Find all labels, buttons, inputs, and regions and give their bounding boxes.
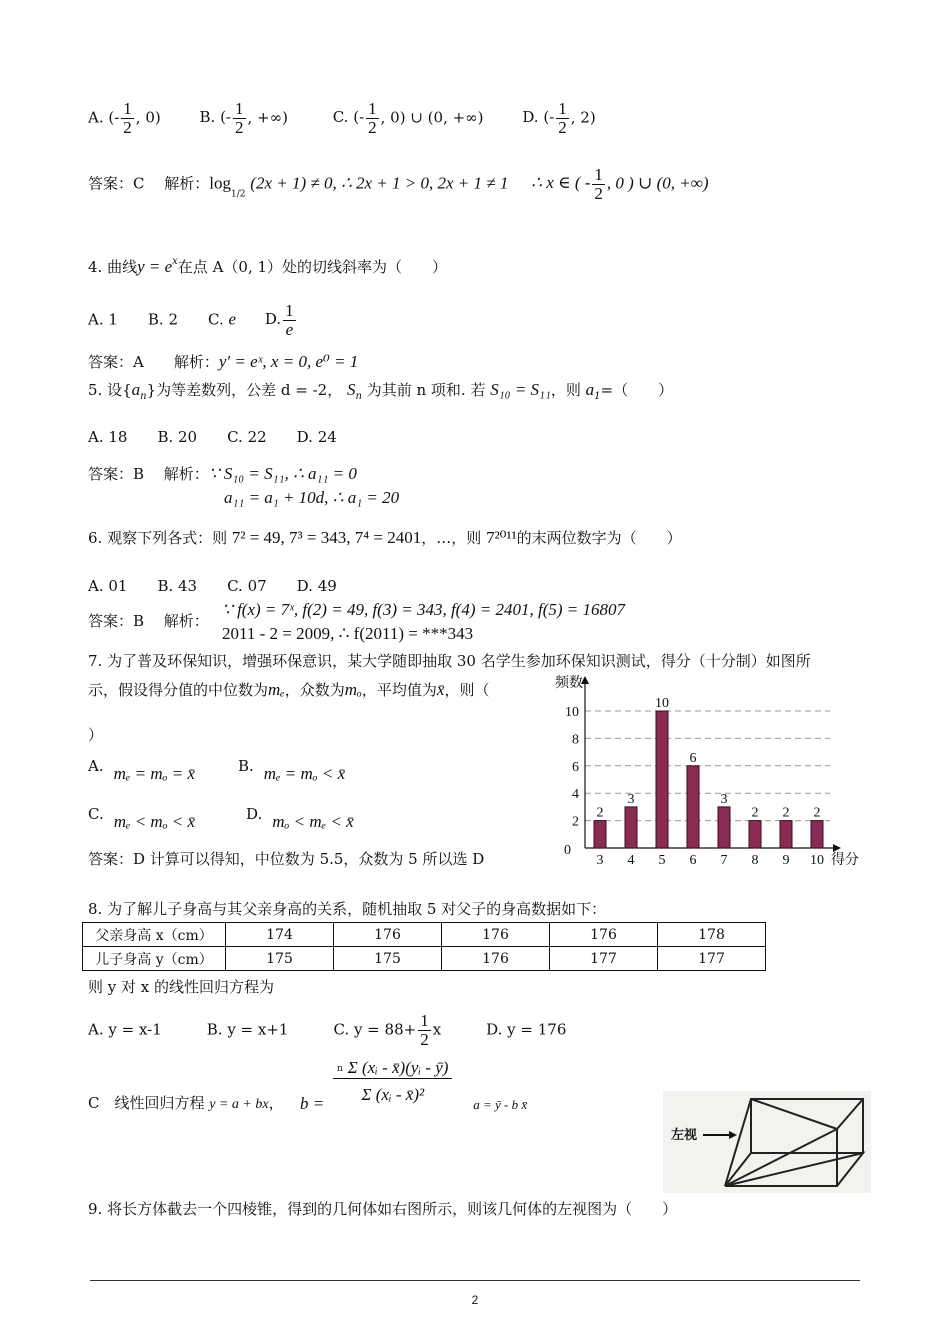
footer-rule [90,1280,860,1281]
q4-answer: 答案：A 解析：y′ = eˣ, x = 0, e⁰ = 1 [88,352,359,371]
regression-b-formula: b = $\frac{\text{n Σ (xᵢ - x̄)(yᵢ - ȳ)}}{\text{Σ (xᵢ - x̄)²}}$ a = ȳ - b x̄ [300,1058,528,1113]
left-view-label: 左视 [671,1128,698,1143]
bar [811,821,823,848]
x-tick-label: 8 [751,853,759,868]
y-tick-label: 10 [565,705,579,720]
q4-options: A. 1 B. 2 C. e D. $\frac{1}{e}$ [88,301,294,339]
x-tick-label: 5 [658,853,666,868]
table-cell: 177 [658,947,766,971]
q7-option-c: C. mₑ < mₒ < x̄ [88,805,196,831]
table-cell: 176 [334,923,442,947]
q8-options: A. y = x-1 B. y = x+1 C. y = 88+ $\frac{1}{2}$ x D. y = 176 [88,1011,567,1049]
q3-option-d: D. (- [522,108,555,127]
q6-options: A. 01 B. 43 C. 07 D. 49 [88,577,337,595]
q3-option-c: C. (- [332,108,365,127]
x-axis-arrow-icon [833,844,841,852]
q8-answer: C 线性回归方程 y = a + bx， [88,1094,284,1112]
table-cell: 176 [442,923,550,947]
table-cell: 178 [658,923,766,947]
q7-stem-line1: 7. 为了普及环保知识，增强环保意识，某大学随即抽取 30 名学生参加环保知识测试，得分（十分制）如图所 [88,652,811,670]
q8-question: 则 y 对 x 的线性回归方程为 [88,978,275,996]
q5-solution-line2: a₁₁ = a₁ + 10d, ∴ a₁ = 20 [224,488,400,507]
q7-stem-line3: ） [88,726,104,744]
x-tick-label: 3 [596,853,604,868]
q9-stem: 9. 将长方体截去一个四棱锥，得到的几何体如右图所示，则该几何体的左视图为（ ） [88,1200,678,1218]
y-tick-label: 4 [572,787,579,803]
q7-option-a: A. mₑ = mₒ = x̄ [88,757,195,783]
x-tick-label: 10 [810,853,824,868]
table-row [83,947,766,971]
x-axis-title: 得分 [831,852,859,868]
bar [656,711,668,848]
q3-options: A. (- $\frac{1}{2}$ , 0) B. (- $\frac{1}{2}$ , +∞) C. (- $\frac{1}{2}$ , 0) ∪ (0, +∞) D. (- $\frac{1}{2}$ , 2) [88,99,596,137]
q4-stem: 4. 曲线$y = e^x$在点 A（0, 1）处的切线斜率为（ ） [88,256,448,276]
row-header-cell: 儿子身高 y（cm） [83,947,226,971]
q7-option-b: B. mₑ = mₒ < x̄ [238,757,346,783]
q6-stem: 6. 观察下列各式：则 7² = 49, 7³ = 343, 7⁴ = 2401，…，则 7²⁰¹¹的末两位数字为（ ） [88,528,682,547]
data-label: 3 [627,791,635,807]
x-tick-label: 9 [782,853,790,868]
data-label: 2 [751,805,759,821]
y-tick-label: 6 [572,759,579,775]
q5-stem: 5. 设$\{a_n\}$为等差数列，公差 d = -2， $S_n$ 为其前 n 项和. 若 S₁₀ = S₁₁，则 $a_1=$（ ） [88,380,674,402]
bar [718,807,730,848]
frequency-bar-chart [555,670,867,870]
bar [625,807,637,848]
cuboid-figure [663,1091,871,1193]
q7-option-d: D. mₒ < mₑ < x̄ [246,805,354,831]
x-tick-label: 7 [720,853,728,868]
bar [749,821,761,848]
table-cell: 174 [226,923,334,947]
table-row [83,923,766,947]
q3-answer: 答案：C 解析：$\log_{1/2} (2x + 1) \ne 0$, ∴ 2x + 1 > 0, 2x + 1 ≠ 1 ∴ x ∈ ( - $\frac{1}{2}$ , 0 ) ∪ (0, +∞) [88,165,709,203]
q3-option-b: B. (- [199,108,231,127]
page-number: 2 [471,1293,479,1307]
x-tick-label: 6 [689,853,697,868]
q6-solution-line1: ∵ f(x) = 7ˣ, f(2) = 49, f(3) = 343, f(4) = 2401, f(5) = 16807 [222,600,625,619]
table-cell: 177 [550,947,658,971]
data-label: 2 [782,805,790,821]
q6-solution-line2: 2011 - 2 = 2009, ∴ f(2011) = ***343 [222,624,474,643]
q8-stem: 8. 为了解儿子身高与其父亲身高的关系，随机抽取 5 对父子的身高数据如下： [88,900,607,918]
bar [594,821,606,848]
table-cell: 176 [550,923,658,947]
height-data-table [82,922,766,971]
q3-option-a: A. (- [88,108,120,127]
table-cell: 175 [226,947,334,971]
table-cell: 175 [334,947,442,971]
data-label: 6 [689,750,697,766]
bar [687,766,699,848]
x-tick-label: 4 [627,853,635,868]
bar [780,821,792,848]
q6-answer: 答案：B 解析： [88,612,209,630]
fraction: $\frac{1}{2}$ [123,99,132,137]
y-tick-label: 8 [572,732,579,748]
y-tick-label: 2 [572,814,579,830]
q7-answer: 答案：D 计算可以得知，中位数为 5.5，众数为 5 所以选 D [88,850,485,868]
q7-stem-line2: 示，假设得分值的中位数为mₑ，众数为mₒ，平均值为x̄，则（ [88,680,490,699]
y-axis-title: 频数 [555,675,583,691]
data-label: 3 [720,791,728,807]
row-header-cell: 父亲身高 x（cm） [83,923,226,947]
q5-options: A. 18 B. 20 C. 22 D. 24 [88,428,337,446]
table-cell: 176 [442,947,550,971]
q5-answer: 答案：B 解析：∵ S₁₀ = S₁₁, ∴ a₁₁ = 0 [88,464,357,483]
data-label: 10 [655,696,669,711]
y-tick-label: 0 [564,843,571,858]
data-label: 2 [596,805,604,821]
data-label: 2 [813,805,821,821]
